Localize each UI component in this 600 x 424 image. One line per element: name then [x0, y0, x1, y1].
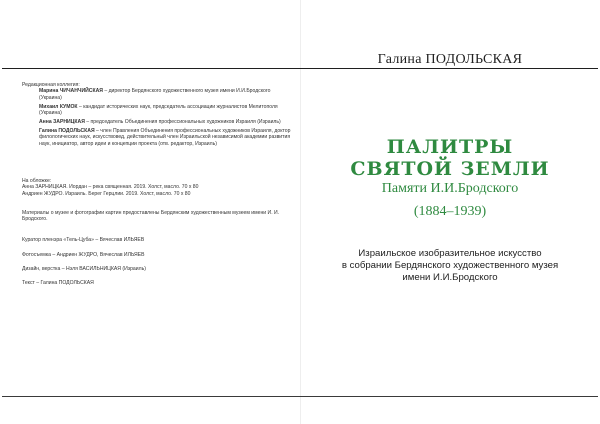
cover-info: [22, 178, 292, 197]
editorial-board: [22, 82, 292, 150]
author-name: Галина ПОДОЛЬСКАЯ: [377, 52, 523, 67]
editorial-member: [39, 88, 292, 101]
cover-line: Андриен ЖУДРО. Израиль. Берег Герцлии. 2019. Холст, масло. 70 х 80: [22, 190, 191, 197]
credit-photo: Фотосъемка – Андриен ЖУДРО, Вячеслав ИЛЬЯЕВ: [22, 252, 145, 258]
member-role: – директор Бердянского художественного музея имени И.И.Бродского (Украина): [39, 88, 271, 101]
materials-note: [22, 210, 292, 223]
member-name: Галина ПОДОЛЬСКАЯ: [39, 127, 95, 134]
book-title-line: СВЯТОЙ ЗЕМЛИ: [350, 158, 550, 180]
editorial-member: [39, 128, 292, 147]
cover-line: Анна ЗАРНИЦКАЯ. Иордан – река священная. 2019. Холст, масло. 70 х 80: [22, 184, 199, 191]
book-title-line: ПАЛИТРЫ: [386, 136, 514, 158]
description-line: в собрании Бердянского художественного музея: [341, 259, 559, 271]
member-role: – кандидат исторических наук, председатель ассоциации журналистов Мелитополя (Украина): [39, 103, 278, 117]
member-role: – председатель Объединения профессиональных художников Израиля (Израиль): [84, 119, 281, 126]
member-name: Марина ЧИЧАНЧИЙСКАЯ: [39, 88, 103, 95]
member-name: Михаил КУМОК: [39, 103, 78, 110]
editorial-member: [39, 119, 292, 125]
cover-heading: На обложке:: [22, 178, 52, 184]
member-name: Анна ЗАРНИЦКАЯ: [39, 119, 85, 126]
credit-curator: Куратор пленэра «Тель-Цуба» – Вячеслав ИЛЬЯЕВ: [22, 237, 145, 243]
bottom-rule: [2, 396, 598, 397]
credit-text: Текст – Галина ПОДОЛЬСКАЯ: [22, 280, 94, 286]
editorial-heading: Редакционная коллегия:: [22, 82, 80, 88]
materials-text: Материалы о музее и фотографии картин предоставлены Бердянским художественным музеем имени И. И. Бродского.: [22, 210, 280, 223]
description-line: имени И.И.Бродского: [402, 271, 498, 283]
editorial-member: [39, 104, 292, 117]
top-rule: [2, 68, 598, 69]
subtitle-years: (1884–1939): [413, 204, 487, 219]
description-line: Израильское изобразительное искусство: [358, 248, 542, 259]
member-role: – член Правления Объединения профессиональных художников Израиля, доктор филологических наук, искусствовед, действительный член Израильской независимой академии развития наук, инициатор, автор идеи и концепции проекта (отв. редактор, Израиль): [39, 127, 291, 147]
subtitle-dedication: Памяти И.И.Бродского: [381, 181, 519, 196]
book-description: [300, 248, 600, 283]
credit-design: Дизайн, верстка – Нэля ВАСИЛЬНИЦКАЯ (Израиль): [22, 266, 146, 272]
